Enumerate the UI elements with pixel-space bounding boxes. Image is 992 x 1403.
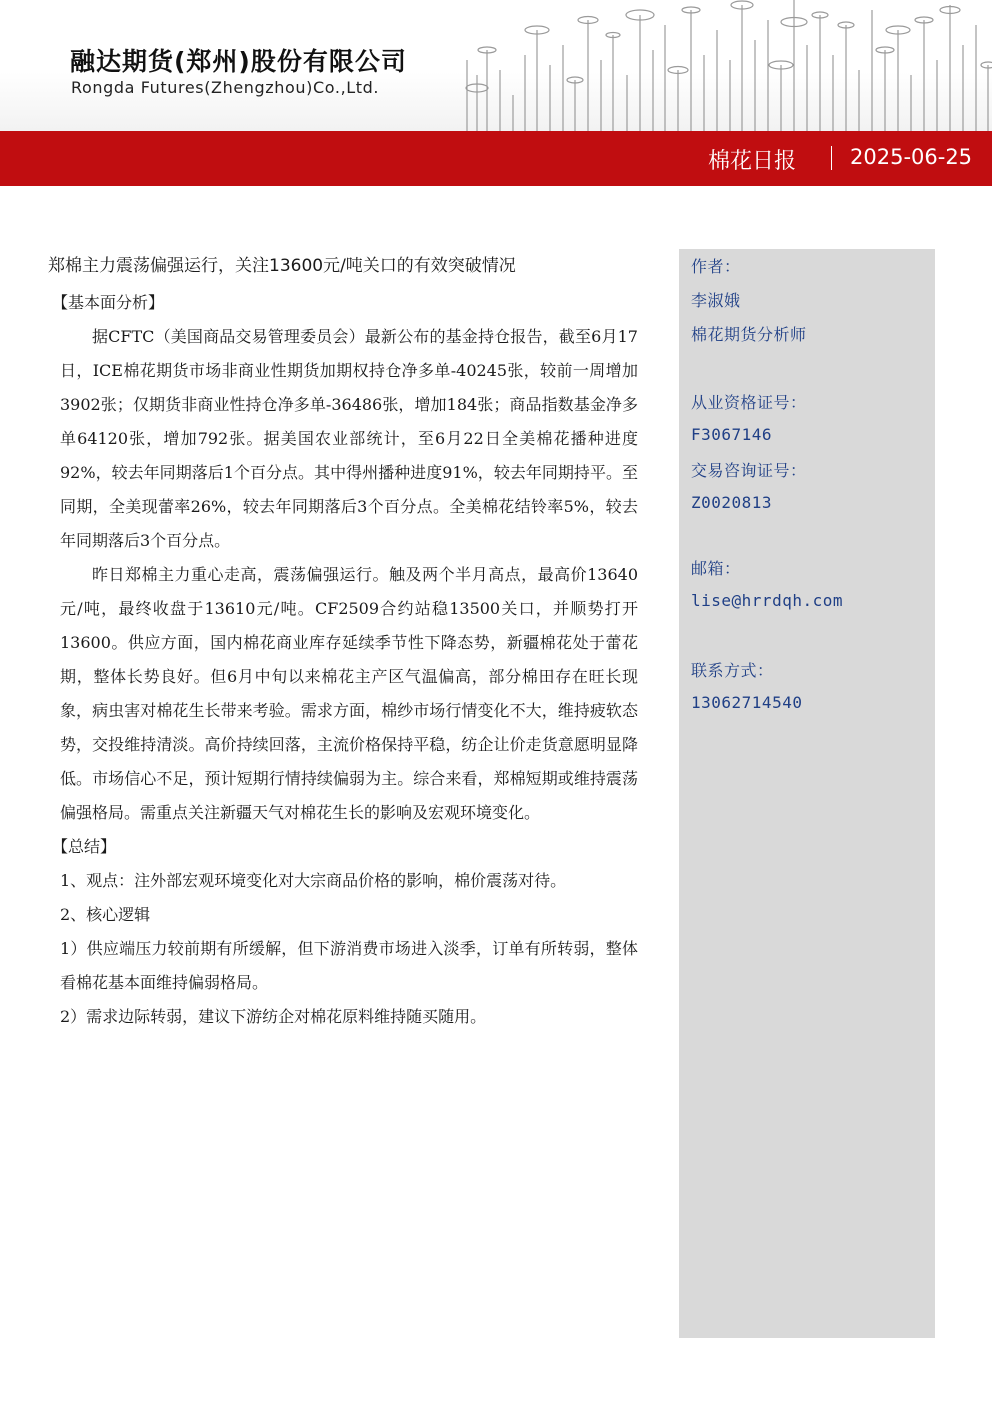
author-label: 作者： <box>691 257 741 276</box>
email-label: 邮箱： <box>691 559 741 578</box>
summary-view: 1、观点：注外部宏观环境变化对大宗商品价格的影响，棉价震荡对待。 <box>60 871 567 890</box>
summary-logic-title: 2、核心逻辑 <box>60 905 151 924</box>
decorative-lines-graphic <box>455 0 992 131</box>
fundamental-paragraph-2: 昨日郑棉主力重心走高，震荡偏强运行。触及两个半月高点，最高价13640元/吨，最终收盘于13610元/吨。CF2509合约站稳13500关口，并顺势打开13600。供应方面，国内棉花商业库存延续季节性下降态势，新疆棉花处于蕾花期，整体长势良好。但6月中旬以来棉花主产区气温偏高，部分棉田存在旺长现象，病虫害对棉花生长带来考验。需求方面，棉纱市场行情变化不大，维持疲软态势，交投维持清淡。高价持续回落，主流价格保持平稳，纺企让价走货意愿明显降低。市场信心不足，预计短期行情持续偏弱为主。综合来看，郑棉短期或维持震荡偏强格局。需重点关注新疆天气对棉花生长的影响及宏观环境变化。 <box>60 565 638 822</box>
company-name-en: Rongda Futures(Zhengzhou)Co.,Ltd. <box>71 78 380 97</box>
summary-logic-item-1: 1）供应端压力较前期有所缓解，但下游消费市场进入淡季，订单有所转弱，整体看棉花基本面维持偏弱格局。 <box>60 939 638 992</box>
author-sidebar <box>679 249 935 1338</box>
report-title: 棉花日报 <box>707 149 796 174</box>
consult-label: 交易咨询证号： <box>691 461 807 480</box>
title-band <box>0 131 992 186</box>
report-header <box>0 0 992 131</box>
title-separator <box>831 146 832 170</box>
fundamental-paragraph-1: 据CFTC（美国商品交易管理委员会）最新公布的基金持仓报告，截至6月17日，ICE棉花期货市场非商业性期货加期权持仓净多单-40245张，较前一周增加3902张；仅期货非商业性持仓净多单-36486张，增加184张；商品指数基金净多单64120张，增加792张。据美国农业部统计，至6月22日全美棉花播种进度92%，较去年同期落后1个百分点。其中得州播种进度91%，较去年同期持平。至同期，全美现蕾率26%，较去年同期落后3个百分点。全美棉花结铃率5%，较去年同期落后3个百分点。 <box>60 327 638 550</box>
section-title-fundamental: 【基本面分析】 <box>52 293 165 312</box>
author-title: 棉花期货分析师 <box>691 325 807 344</box>
report-body <box>48 250 638 1034</box>
author-name: 李淑娥 <box>691 291 741 310</box>
report-headline: 郑棉主力震荡偏强运行，关注13600元/吨关口的有效突破情况 <box>48 256 516 276</box>
qualification-label: 从业资格证号： <box>691 393 807 412</box>
email-link[interactable]: lise@hrrdqh.com <box>691 591 843 610</box>
summary-logic-item-2: 2）需求边际转弱，建议下游纺企对棉花原料维持随买随用。 <box>60 1007 487 1026</box>
qualification-number: F3067146 <box>691 425 773 444</box>
contact-label: 联系方式： <box>691 661 774 680</box>
company-name-cn: 融达期货(郑州)股份有限公司 <box>70 47 407 76</box>
report-date: 2025-06-25 <box>850 145 973 169</box>
consult-number: Z0020813 <box>691 493 773 512</box>
phone-number: 13062714540 <box>691 693 803 712</box>
section-title-summary: 【总结】 <box>52 837 117 856</box>
